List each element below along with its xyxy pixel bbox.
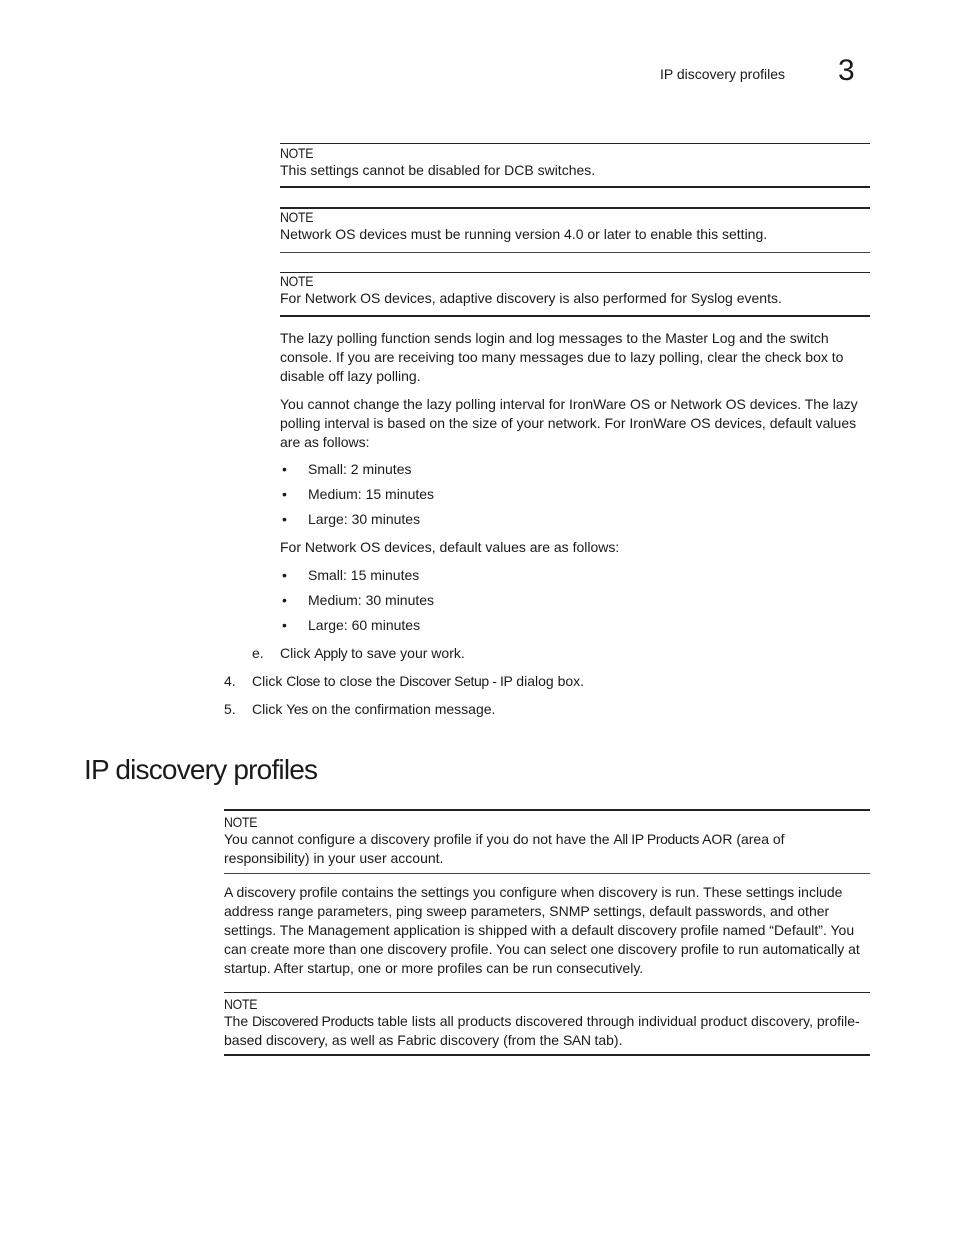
close-label: Close [286, 673, 321, 689]
note-text-part: table lists all products discovered through individual product discovery, profile-based discovery, as well as Fabric discovery (from the [224, 1013, 860, 1048]
note-label: NOTE [224, 814, 258, 830]
step-e [252, 644, 872, 663]
note-text-part: The [224, 1013, 253, 1029]
chapter-number: 3 [838, 54, 855, 87]
note-label: NOTE [280, 145, 314, 161]
note-label: NOTE [280, 209, 314, 225]
yes-label: Yes [286, 701, 308, 717]
note-label: NOTE [224, 996, 258, 1012]
discover-setup-ip-label: Discover Setup - IP [399, 673, 513, 689]
list-item: • Small: 15 minutes [280, 566, 680, 591]
note-text-part: tab). [590, 1032, 623, 1048]
step-text: Click [252, 701, 287, 717]
note-adaptive-discovery [280, 272, 870, 317]
running-header-title: IP discovery profiles [660, 66, 786, 82]
note-text: Network OS devices must be running version 4.0 or later to enable this setting. [280, 226, 768, 242]
step-marker: 5. [224, 701, 236, 717]
note-text-part: AOR (area of responsibility) in your user account. [224, 831, 785, 866]
list-item: • Large: 60 minutes [280, 616, 680, 641]
paragraph-lazy-polling: The lazy polling function sends login and log messages to the Master Log and the switch console. If you are receiving too many messages due to lazy polling, clear the check box to disable off lazy polling. [280, 330, 844, 384]
paragraph-discovery-profile: A discovery profile contains the settings you configure when discovery is run. These settings include address range parameters, ping sweep parameters, SNMP settings, default passwords, and other settings. The Management application is shipped with a default discovery profile named “Default”. You can create more than one discovery profile. You can select one discovery profile to run automatically at startup. After startup, one or more profiles can be run consecutively. [224, 884, 860, 976]
step-text: to close the [320, 673, 400, 689]
list-item: • Large: 30 minutes [280, 510, 680, 535]
step-5 [224, 700, 864, 719]
note-text [224, 1012, 870, 1050]
discovered-products-label: Discovered Products [252, 1013, 374, 1029]
note-network-os-version [280, 207, 870, 253]
step-text: to save your work. [347, 645, 465, 661]
step-marker: 4. [224, 673, 236, 689]
step-marker: e. [252, 645, 264, 661]
san-label: SAN [562, 1032, 591, 1048]
note-text [224, 830, 824, 868]
list-item: • Medium: 15 minutes [280, 485, 680, 510]
step-text: on the confirmation message. [307, 701, 496, 717]
ironware-defaults-list [280, 460, 680, 535]
note-text-part: You cannot configure a discovery profile if you do not have the [224, 831, 614, 847]
note-discovered-products [224, 992, 870, 1056]
step-4 [224, 672, 864, 691]
note-label: NOTE [280, 273, 314, 289]
section-heading: IP discovery profiles [84, 754, 318, 785]
note-dcb [280, 143, 870, 188]
list-item: • Small: 2 minutes [280, 460, 680, 485]
step-text: Click [252, 673, 287, 689]
step-text: Click [280, 645, 315, 661]
apply-label: Apply [314, 645, 348, 661]
list-item: • Medium: 30 minutes [280, 591, 680, 616]
paragraph-polling-interval: You cannot change the lazy polling interval for IronWare OS or Network OS devices. The lazy polling interval is based on the size of your network. For IronWare OS devices, default values are as follows: [280, 396, 858, 450]
step-text: dialog box. [512, 673, 585, 689]
networkos-defaults-list [280, 566, 680, 641]
all-ip-products-label: All IP Products [613, 831, 699, 847]
paragraph-network-os-defaults: For Network OS devices, default values are as follows: [280, 539, 620, 555]
note-aor [224, 809, 870, 874]
note-text: This settings cannot be disabled for DCB switches. [280, 162, 596, 178]
note-text: For Network OS devices, adaptive discovery is also performed for Syslog events. [280, 290, 782, 306]
